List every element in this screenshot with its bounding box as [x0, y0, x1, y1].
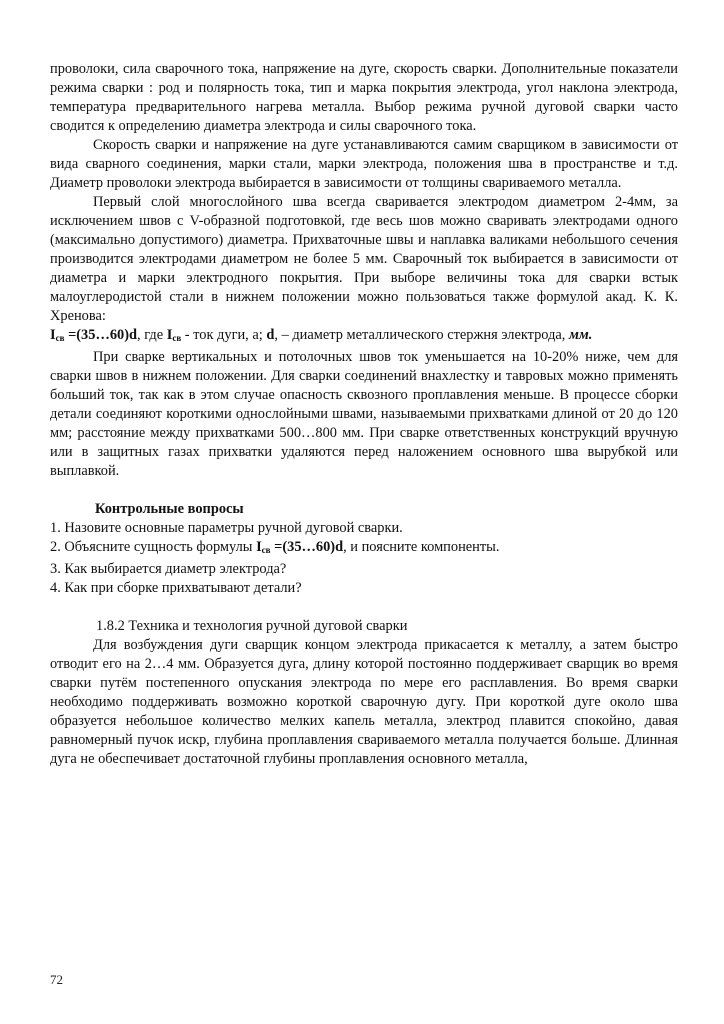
- paragraph-5: Для возбуждения дуги сварщик концом электрода прикасается к металлу, а затем быстро отводит его на 2…4 мм. Образуется дуга, длину которой постоянно поддерживает сварщик во время сварки путём постепенного опускания электрода по мере его расплавления. Во время сварки необходимо поддерживать возможно короткой сварочную дугу. При короткой дуге около шва образуется небольшое количество мелких капель металла, электрод плавится спокойно, давая равномерный пучок искр, глубина проплавления свариваемого металла получается больше. Длинная дуга не обеспечивает достаточной глубины проплавления основного металла,: [50, 637, 678, 767]
- questions-heading: Контрольные вопросы: [95, 501, 244, 517]
- formula-current-symbol-2: I: [166, 327, 173, 343]
- question-2-expression: =(35…60)d: [270, 539, 344, 555]
- paragraph-1: проволоки, сила сварочного тока, напряжение на дуге, скорость сварки. Дополнительные показатели режима сварки : род и полярность тока, тип и марка покрытия электрода, угол наклона электрода, температура предварительного нагрева металла. Выбор режима ручной дуговой сварки часто сводится к определению диаметра электрода и силы сварочного тока.: [50, 61, 678, 134]
- formula-diameter-symbol: d: [266, 327, 275, 343]
- question-2: [50, 538, 678, 560]
- document-page: [50, 60, 678, 769]
- question-2-symbol: I: [256, 539, 262, 555]
- question-2-suffix: , и поясните компоненты.: [343, 539, 500, 555]
- question-3: 3. Как выбирается диаметр электрода?: [50, 561, 287, 577]
- formula-current-desc: - ток дуги, а;: [181, 327, 267, 343]
- formula-expression: =(35…60)d: [64, 327, 138, 343]
- question-2-subscript: св: [261, 545, 271, 555]
- paragraph-2: Скорость сварки и напряжение на дуге устанавливаются самим сварщиком в зависимости от вида сварного соединения, марки стали, марки электрода, положения шва в пространстве и т.д. Диаметр проволоки электрода выбирается в зависимости от толщины свариваемого металла.: [50, 137, 678, 191]
- formula-current-symbol: I: [50, 327, 56, 343]
- formula-unit: мм.: [568, 327, 593, 343]
- question-2-prefix: 2. Объясните сущность формулы: [50, 539, 257, 555]
- formula-diameter-desc: , – диаметр металлического стержня электрода,: [274, 327, 569, 343]
- subsection-title: 1.8.2 Техника и технология ручной дуговой сварки: [96, 618, 408, 634]
- paragraph-4: При сварке вертикальных и потолочных швов ток уменьшается на 10-20% ниже, чем для сварки швов в нижнем положении. Для сварки соединений внахлестку и тавровых можно применять больший ток, так как в этом случае опасность сквозного проплавления меньше. В процессе сборки детали соединяют короткими однослойными швами, называемыми прихватками длиной от 20 до 120 мм; расстояние между прихватками 500…800 мм. При сварке ответственных конструкций вручную или в защитных газах прихватки удаляются перед наложением основного шва вырубкой или выплавкой.: [50, 349, 678, 479]
- paragraph-3: Первый слой многослойного шва всегда сваривается электродом диаметром 2-4мм, за исключением швов с V-образной подготовкой, где весь шов можно сваривать электродами одного (максимально допустимого) диаметра. Прихваточные швы и наплавка валиками небольшого сечения производится электродами диаметром не более 5 мм. Сварочный ток выбирается в зависимости от диаметра и марки электродного покрытия. При выборе величины тока для сварки встык малоуглеродистой стали в нижнем положении можно пользоваться также формулой акад. К. К. Хренова:: [50, 194, 678, 324]
- question-4: 4. Как при сборке прихватывают детали?: [50, 580, 302, 596]
- formula-where: , где: [137, 327, 167, 343]
- formula-subscript-2: св: [172, 333, 182, 343]
- formula-subscript: св: [55, 333, 65, 343]
- formula-line: [50, 326, 678, 348]
- page-number: 72: [50, 972, 63, 987]
- question-1: 1. Назовите основные параметры ручной дуговой сварки.: [50, 520, 403, 536]
